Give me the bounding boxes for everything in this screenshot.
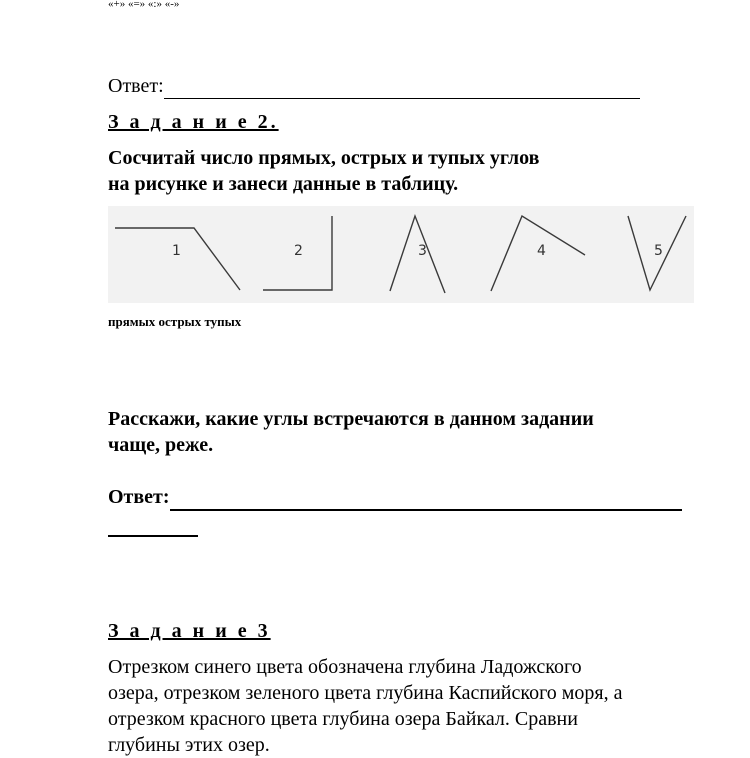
angle-number: 3 [418,243,427,259]
table-header: прямых острых тупых [108,314,242,329]
angles-figure [108,206,694,303]
question-line: чаще, реже. [108,434,214,456]
angles-drawing [108,206,694,303]
angle-number: 2 [294,243,303,259]
task-2-heading: З а д а н и е 2. [108,111,279,133]
instruction-line: Сосчитай число прямых, острых и тупых углов [108,147,540,169]
angle-number: 5 [654,243,663,259]
text-line: Отрезком синего цвета обозначена глубина Ладожского [108,656,582,678]
task-2-instruction [108,145,539,197]
angle-1-obtuse [115,228,240,290]
text-line: глубины этих озер. [108,734,270,756]
text-line: отрезком красного цвета глубина озера Байкал. Сравни [108,708,578,730]
answer-line-1 [108,75,640,99]
answer-label: Ответ: [108,486,170,508]
operation-signs: «+» «=» «:» «-» [108,0,180,10]
task-3-text [108,654,623,758]
question-line: Расскажи, какие углы встречаются в данном задании [108,408,594,430]
instruction-line: на рисунке и занеси данные в таблицу. [108,173,459,195]
answer-blank-continuation [108,535,198,537]
angle-number: 1 [172,243,181,259]
task-2-question [108,406,594,458]
task-3-heading: З а д а н и е 3 [108,620,271,642]
answer-blank [170,486,682,511]
angle-number: 4 [537,243,546,259]
answer-label: Ответ: [108,75,164,97]
answer-blank [164,75,640,99]
answer-line-2 [108,486,682,511]
text-line: озера, отрезком зеленого цвета глубина Каспийского моря, а [108,682,623,704]
